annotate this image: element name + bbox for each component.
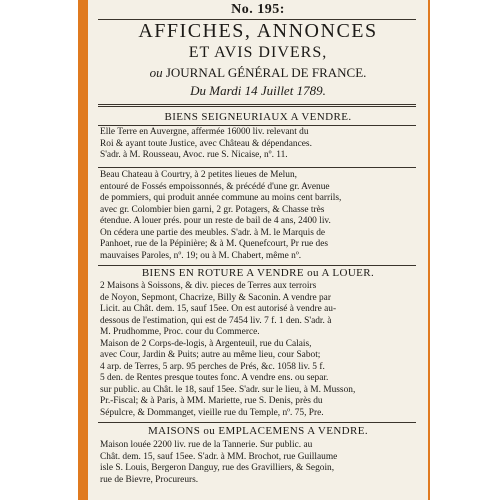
text-line: 4 arp. de Terres, 5 arp. 95 perches de Prés, &c. 1058 liv. 5 f.	[100, 361, 325, 372]
divider	[98, 104, 416, 105]
text-line: Maison louée 2200 liv. rue de la Tannerie. Sur public. au	[100, 440, 313, 450]
text-line: Pr.-Fiscal; & à Paris, à MM. Mariette, rue S. Denis, près du	[100, 396, 323, 406]
masthead-subtitle: ET AVIS DIVERS,	[188, 44, 328, 61]
section-body	[100, 127, 416, 162]
section-heading: BIENS EN ROTURE A VENDRE ou A LOUER.	[141, 267, 375, 279]
masthead-journal	[88, 65, 428, 81]
text-line: Roi & ayant toute Justice, avec Château & dépendances.	[100, 138, 312, 149]
section-body	[100, 440, 416, 486]
text-line: étendue. A louer prés. pour un reste de bail de 4 ans, 2400 liv.	[100, 216, 331, 226]
text-line: M. Prudhomme, Proc. cour du Commerce.	[100, 327, 260, 337]
masthead-journal-name: JOURNAL GÉNÉRAL DE FRANCE.	[162, 65, 367, 80]
divider	[98, 125, 416, 126]
text-line: Maison de 2 Corps-de-logis, à Argenteuil, rue du Calais,	[100, 338, 312, 349]
text-line: Elle Terre en Auvergne, affermée 16000 liv. relevant du	[100, 127, 309, 137]
masthead-ou: ou	[149, 65, 163, 80]
section-body	[100, 281, 416, 419]
text-line: sur public. au Chât. le 18, sauf 15ee. S'adr. sur le lieu, à M. Musson,	[100, 384, 356, 395]
newspaper-page	[88, 0, 428, 500]
text-line: Chât. dem. 15, sauf 15ee. S'adr. à MM. Brochot, rue Guillaume	[100, 451, 338, 462]
masthead-title: AFFICHES, ANNONCES	[138, 20, 378, 42]
text-line: entouré de Fossés empoissonnés, & précédé d'une gr. Avenue	[100, 181, 330, 192]
text-line: mauvaises Paroles, nº. 19; ou à M. Chabert, même nº.	[100, 250, 302, 261]
issue-number: No. 195:	[231, 2, 285, 17]
divider	[98, 422, 416, 423]
divider	[98, 167, 416, 168]
text-line: rue de Bievre, Procureurs.	[100, 474, 199, 485]
section-heading: BIENS SEIGNEURIAUX A VENDRE.	[164, 111, 352, 123]
divider	[98, 106, 416, 107]
text-line: Sépulcre, & Dommanget, vieille rue du Temple, nº. 75, Pre.	[100, 407, 324, 418]
text-line: avec Cour, Jardin & Puits; autre au même lieu, cour Sabot;	[100, 350, 321, 360]
text-line: Licit. au Chât. dem. 15, sauf 15ee. On est autorisé à vendre au-	[100, 304, 337, 314]
text-line: dessous de l'estimation, qui est de 7454 liv. 7 f. 1 den. S'adr. à	[100, 315, 332, 326]
text-line: Beau Chateau à Courtry, à 2 petites lieues de Melun,	[100, 170, 297, 180]
text-line: Panhoet, rue de la Pépinière; & à M. Quenefcourt, Pr rue des	[100, 239, 329, 249]
text-line: S'adr. à M. Rousseau, Avoc. rue S. Nicaise, nº. 11.	[100, 150, 288, 160]
text-line: 2 Maisons à Soissons, & div. pieces de Terres aux terroirs	[100, 281, 317, 291]
text-line: isle S. Louis, Bergeron Danguy, rue des Gravilliers, & Segoin,	[100, 463, 335, 473]
issue-date: Du Mardi 14 Juillet 1789.	[190, 83, 326, 98]
text-line: On cédera une partie des meubles. S'adr. à M. le Marquis de	[100, 227, 326, 238]
text-line: avec gr. Colombier bien garni, 2 gr. Potagers, & Chasse très	[100, 204, 325, 215]
divider	[98, 265, 416, 266]
text-line: de Noyon, Sepmont, Chacrize, Billy & Saconin. A vendre par	[100, 292, 331, 303]
section-body	[100, 170, 416, 262]
orange-mount	[78, 0, 430, 500]
text-line: de pommiers, qui produit année commune au moins cent barrils,	[100, 193, 342, 203]
text-line: 5 den. de Rentes presque toutes fonc. A vendre ens. ou separ.	[100, 373, 329, 383]
section-heading: MAISONS ou EMPLACEMENS A VENDRE.	[147, 425, 369, 437]
